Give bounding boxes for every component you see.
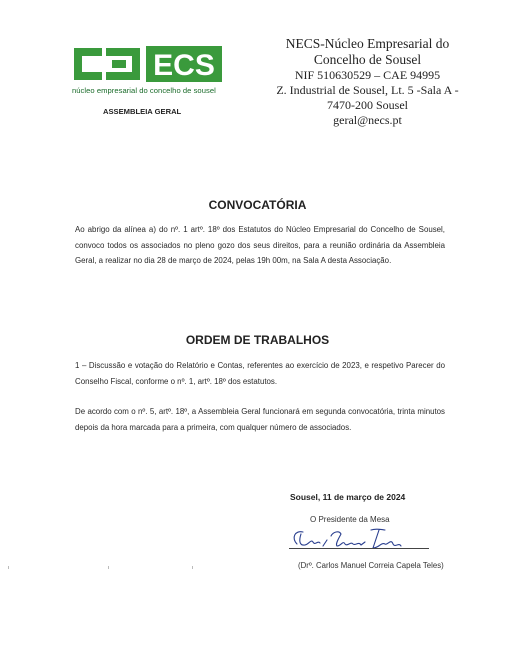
address-line-1: Z. Industrial de Sousel, Lt. 5 -Sala A -: [276, 83, 459, 97]
closing-date: Sousel, 11 de março de 2024: [290, 492, 406, 502]
convocatoria-title: CONVOCATÓRIA: [208, 198, 307, 212]
necs-logo-mark: [72, 44, 224, 84]
convocatoria-text: Ao abrigo da alínea a) do nº. 1 artº. 18º dos Estatutos do Núcleo Empresarial do Concelho de Sousel, convoco todos os associados no pleno gozo dos seus direitos, para a reunião ordinária da Assembleia Geral, a realizar no dia 28 de março de 2024, pelas 19h 00m, na Sala A desta Associação.: [75, 225, 445, 265]
signature-line: [289, 548, 429, 549]
logo-letters: ECS: [153, 49, 215, 82]
email: geral@necs.pt: [333, 113, 402, 127]
organization-info: [255, 36, 480, 128]
president-role: O Presidente da Mesa: [310, 515, 390, 524]
signer-name: (Drº. Carlos Manuel Correia Capela Teles): [298, 561, 444, 570]
ordem-title: ORDEM DE TRABALHOS: [185, 333, 330, 347]
ordem-item-1: 1 – Discussão e votação do Relatório e Contas, referentes ao exercício de 2023, e respetivo Parecer do Conselho Fiscal, conforme o nº. 1, artº. 18º dos estatutos.: [75, 361, 445, 386]
page-mark: [8, 566, 9, 569]
page-mark: [192, 566, 193, 569]
logo-tagline: núcleo empresarial do concelho de sousel: [72, 86, 216, 95]
org-name-line-1: NECS-Núcleo Empresarial do: [285, 36, 450, 51]
nif-line: NIF 510630529 – CAE 94995: [294, 68, 441, 82]
necs-logo: [72, 44, 224, 84]
assembly-label: ASSEMBLEIA GERAL: [103, 107, 182, 116]
handwritten-signature: [287, 524, 407, 559]
address-line-2: 7470-200 Sousel: [327, 98, 408, 112]
ordem-note: De acordo com o nº. 5, artº. 18º, a Assembleia Geral funcionará em segunda convocatória, trinta minutos depois da hora marcada para a primeira, com qualquer número de associados.: [75, 407, 445, 432]
org-name-line-2: Concelho de Sousel: [313, 52, 422, 67]
page-mark: [108, 566, 109, 569]
